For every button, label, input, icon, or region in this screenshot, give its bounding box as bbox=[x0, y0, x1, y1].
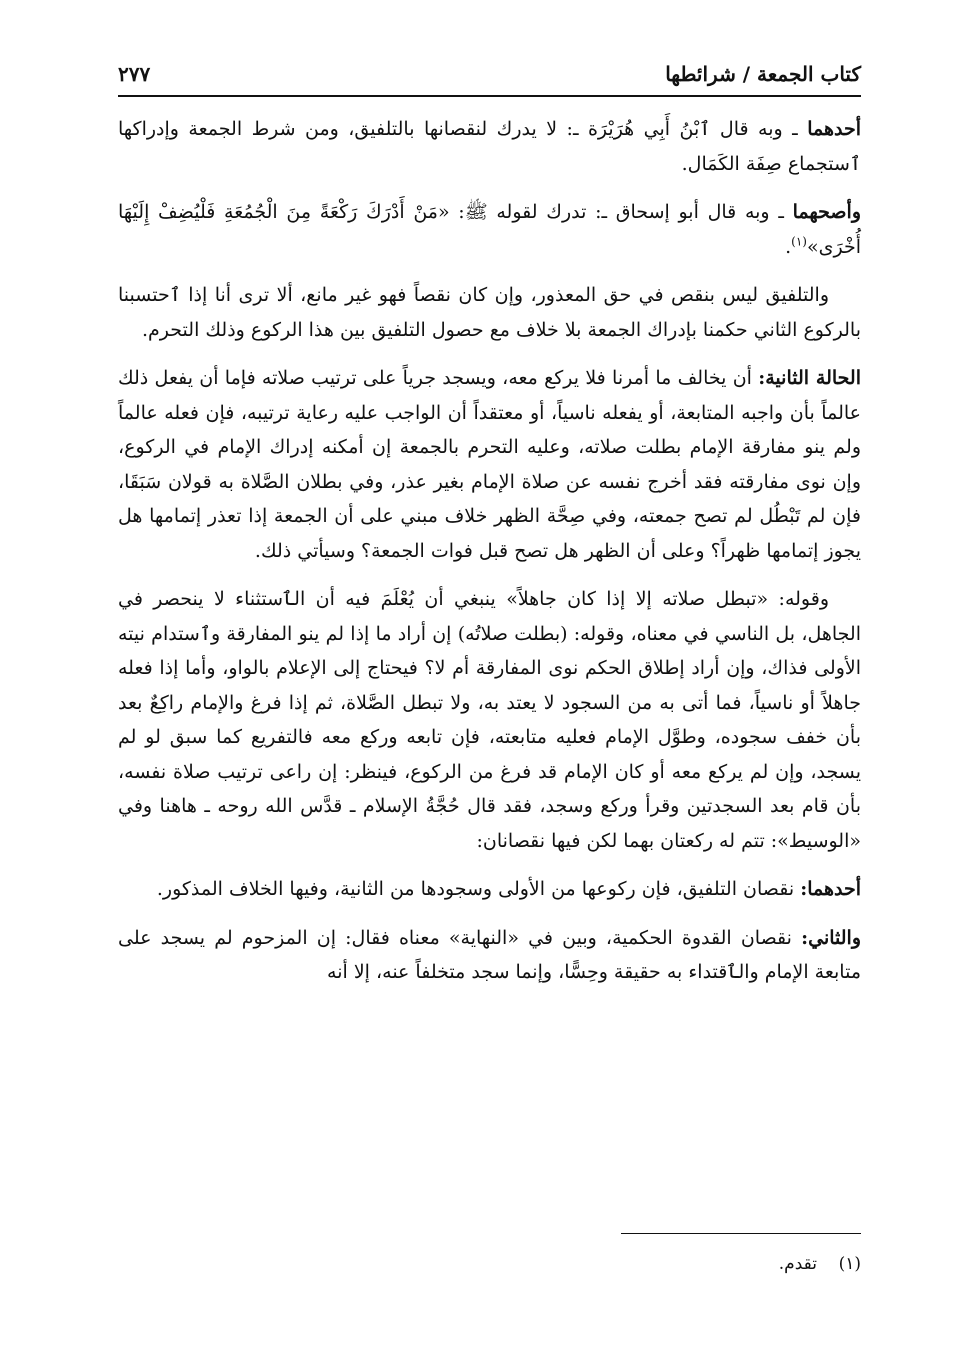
paragraph bbox=[118, 278, 861, 347]
footnote-text: تقدم. bbox=[778, 1254, 817, 1274]
paragraph-lead: أحدهما bbox=[807, 118, 861, 140]
footnote-number: (١) bbox=[838, 1254, 861, 1274]
paragraph-lead: الحالة الثانية: bbox=[758, 367, 861, 389]
paragraph bbox=[118, 582, 861, 858]
paragraph-text: أن يخالف ما أمرنا فلا يركع معه، ويسجد جرياً على ترتيب صلاته فإما أن يفعل ذلك عالماً بأن واجبه المتابعة، أو يفعله ناسياً، أو معتقداً أن الواجب عليه رعاية ترتيبه، فإن فعله عالماً ولم ينو مفارقة الإمام بطلت صلاته، وعليه التحرم بالجمعة إن أمكنه إدراك الإمام في الركوع، وإن نوى مفارقته فقد أخرج نفسه عن صلاة الإمام بغير عذر، وفي بطلان الصَّلاة به قولان سَبَقَا، فإن لم تَبْطُل لم تصح جمعته، وفي صِحَّة الظهر خلاف مبني على أن الجمعة إذا تعذر إتمامها هل يجوز إتمامها ظهراً؟ وعلى أن الظهر هل تصح قبل فوات الجمعة؟ وسيأتي ذلك. bbox=[118, 367, 861, 562]
page-number: ٢٧٧ bbox=[118, 62, 151, 86]
footnote-reference[interactable]: (١) bbox=[791, 234, 807, 249]
paragraph bbox=[118, 195, 861, 264]
running-title: كتاب الجمعة / شرائطها bbox=[665, 62, 861, 86]
paragraph-text: ـ وبه قال ٱبْنُ أَبِي هُرَيْرَة ـ: لا يدرك لنقصانها بالتلفيق، ومن شرط الجمعة وإدراكها ٱستجماع صِفَة الكَمَال. bbox=[118, 118, 861, 175]
paragraph-text: والتلفيق ليس بنقص في حق المعذور، وإن كان نقصاً فهو غير مانع، ألا ترى أنا إذا ٱحتسبنا بالركوع الثاني حكمنا بإدراك الجمعة بلا خلاف مع حصول التلفيق بين هذا الركوع وذلك التحرم. bbox=[118, 284, 861, 341]
paragraph-text: نقصان القدوة الحكمية، وبين في «النهاية» معناه فقال: إن المزحوم لم يسجد على متابعة الإمام والٱقتداء به حقيقة وحِسًّا، وإنما سجد متخلفاً عنه، إلا أنه bbox=[118, 926, 861, 983]
footnote bbox=[118, 1250, 861, 1278]
paragraph-text: وقوله: «تبطل صلاته إلا إذا كان جاهلاً» ينبغي أن يُعْلَمَ فيه أن الٱستثناء لا ينحصر في الجاهل، بل الناسي في معناه، وقوله: (بطلت صلاتُه) إن أراد ما إذا لم ينو المفارقة وٱستدام نيته الأولى فذاك، وإن أراد إطلاق الحكم نوى المفارقة أم لا؟ فيحتاج إلى الإعلام بالواو، وأما إذا فعله جاهلاً أو ناسياً، فما أتى به من السجود لا يعتد به، ولا تبطل الصَّلاة، ثم إذا فرغ والإمام راكِعٌ بعد بأن خفف سجوده، وطوَّل الإمام فعليه متابعته، فإن تابعه وركع معه فالتفريع كما سبق لو لم يسجد، وإن لم يركع معه أو كان الإمام قد فرغ من الركوع، فينظر: إن راعى ترتيب صلاة نفسه، بأن قام بعد السجدتين وقرأ وركع وسجد، فقد قال حُجَّةُ الإسلام ـ قدَّس الله روحه ـ هاهنا وفي «الوسيط»: تتم له ركعتان بهما لكن فيها نقصانان: bbox=[118, 588, 861, 852]
header-divider bbox=[118, 95, 861, 97]
paragraph bbox=[118, 872, 861, 907]
main-text bbox=[118, 112, 861, 1004]
paragraph-text: نقصان التلفيق، فإن ركوعها من الأولى وسجودها من الثانية، وفيها الخلاف المذكور. bbox=[156, 878, 801, 900]
footnote-divider bbox=[621, 1233, 861, 1234]
running-header bbox=[118, 54, 861, 94]
paragraph-end: . bbox=[785, 235, 792, 258]
paragraph bbox=[118, 112, 861, 181]
paragraph-lead: والثاني: bbox=[801, 926, 861, 949]
paragraph bbox=[118, 361, 861, 568]
paragraph-lead: أحدهما: bbox=[800, 878, 861, 900]
paragraph-lead: وأصحهما bbox=[792, 201, 861, 223]
paragraph-text: ـ وبه قال أبو إسحاق ـ: تدرك لقوله ﷺ: «مَنْ أَدْرَكَ رَكْعَةً مِنَ الْجُمُعَةِ فَلْيُضِفْ إِلَيْهَا أُخْرَى» bbox=[118, 201, 861, 258]
paragraph bbox=[118, 921, 861, 990]
